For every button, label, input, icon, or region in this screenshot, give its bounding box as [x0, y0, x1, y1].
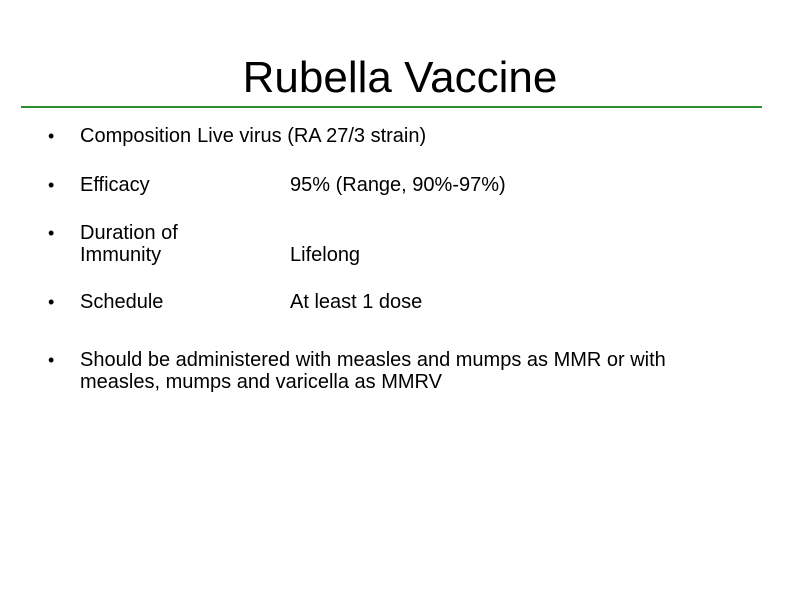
- duration-value: Lifelong: [290, 244, 361, 266]
- composition-value: Live virus (RA 27/3 strain): [197, 125, 427, 147]
- bullet-marker: •: [48, 126, 55, 146]
- efficacy-label: Efficacy: [80, 174, 150, 196]
- bullet-administration-note: [48, 349, 750, 393]
- composition-label: Composition: [80, 125, 192, 147]
- bullet-duration-of-immunity: [48, 222, 361, 266]
- bullet-efficacy: [48, 174, 506, 196]
- slide-title: Rubella Vaccine: [242, 53, 558, 102]
- schedule-label: Schedule: [80, 291, 164, 313]
- bullet-composition: [48, 125, 427, 147]
- duration-label-line2: Immunity: [80, 244, 162, 266]
- bullet-marker: •: [48, 292, 55, 312]
- duration-label-line1: Duration of: [80, 222, 178, 244]
- schedule-value: At least 1 dose: [290, 291, 423, 313]
- bullet-schedule: [48, 291, 423, 313]
- efficacy-value: 95% (Range, 90%-97%): [290, 174, 506, 196]
- bullet-marker: •: [48, 223, 55, 243]
- administration-note-text: Should be administered with measles and mumps as MMR or with measles, mumps and varicella as MMRV: [80, 349, 666, 393]
- bullet-marker: •: [48, 350, 55, 370]
- bullet-marker: •: [48, 175, 55, 195]
